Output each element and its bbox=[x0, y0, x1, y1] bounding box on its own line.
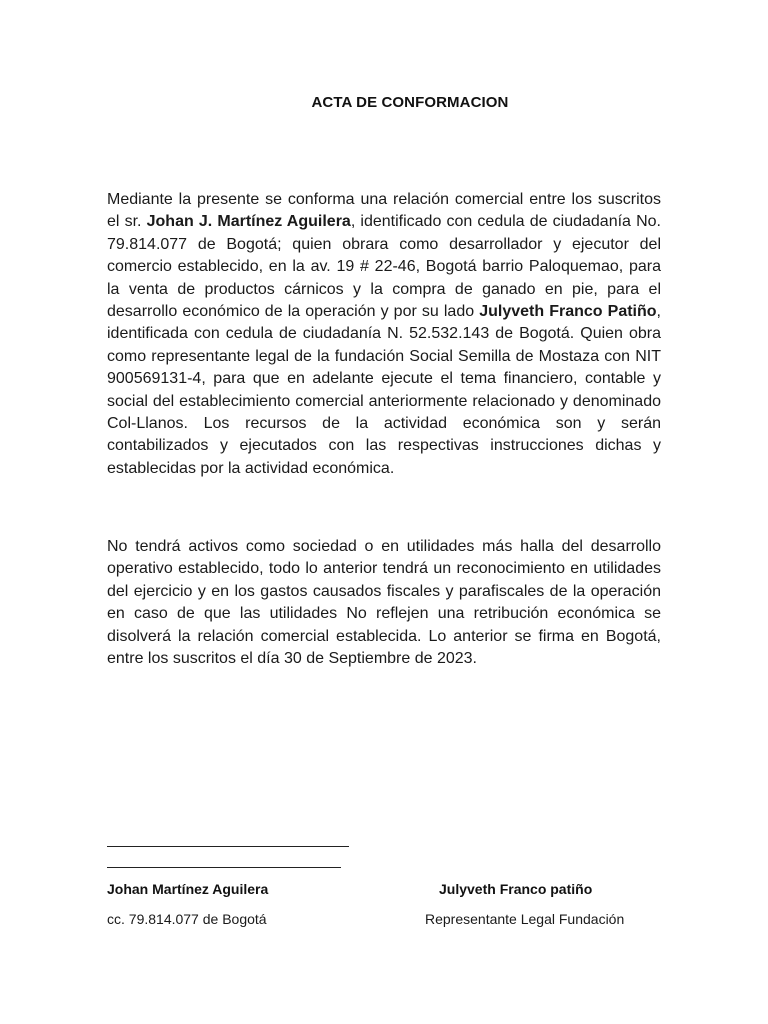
document-title: ACTA DE CONFORMACION bbox=[311, 94, 509, 111]
party-1-name: Johan J. Martínez Aguilera bbox=[146, 213, 351, 231]
paragraph-1-text-c: , identificada con cedula de ciudadanía N. 52.532.143 de Bogotá. Quien obra como representante legal de la fundación Social Semilla de Mostaza con NIT 900569131-4, para que en adelante ejecute el tema financiero, contable y social del establecimiento comercial anteriormente relacionado y denominado Col-Llanos. Los recursos de la actividad económica son y serán contabilizados y ejecutados con las respectivas instrucciones dichas y establecidas por la actividad económica. bbox=[107, 303, 661, 477]
signature-line-2 bbox=[107, 867, 341, 868]
signatory-left-id: cc. 79.814.077 de Bogotá bbox=[107, 911, 267, 927]
signatory-right-name: Julyveth Franco patiño bbox=[439, 881, 593, 897]
signatory-left-name: Johan Martínez Aguilera bbox=[107, 881, 269, 897]
paragraph-1-text-a: Mediante la presente se conforma una relación comercial entre los suscritos el sr. bbox=[107, 191, 661, 231]
party-2-name: Julyveth Franco Patiño bbox=[479, 303, 657, 321]
signatory-right-role: Representante Legal Fundación bbox=[425, 911, 625, 927]
paragraph-2: No tendrá activos como sociedad o en utilidades más halla del desarrollo operativo establecido, todo lo anterior tendrá un reconocimiento en utilidades del ejercicio y en los gastos causados fiscales y parafiscales de la operación en caso de que las utilidades No reflejen una retribución económica se disolverá la relación comercial establecida. Lo anterior se firma en Bogotá, entre los suscritos el día 30 de Septiembre de 2023. bbox=[107, 538, 661, 668]
signature-line-1 bbox=[107, 846, 349, 847]
paragraph-1 bbox=[107, 189, 661, 480]
paragraph-1-text-b: , identificado con cedula de ciudadanía No. 79.814.077 de Bogotá; quien obrara como desarrollador y ejecutor del comercio establecido, en la av. 19 # 22-46, Bogotá barrio Paloquemao, para la venta de productos cárnicos y la compra de ganado en pie, para el desarrollo económico de la operación y por su lado bbox=[107, 213, 661, 321]
